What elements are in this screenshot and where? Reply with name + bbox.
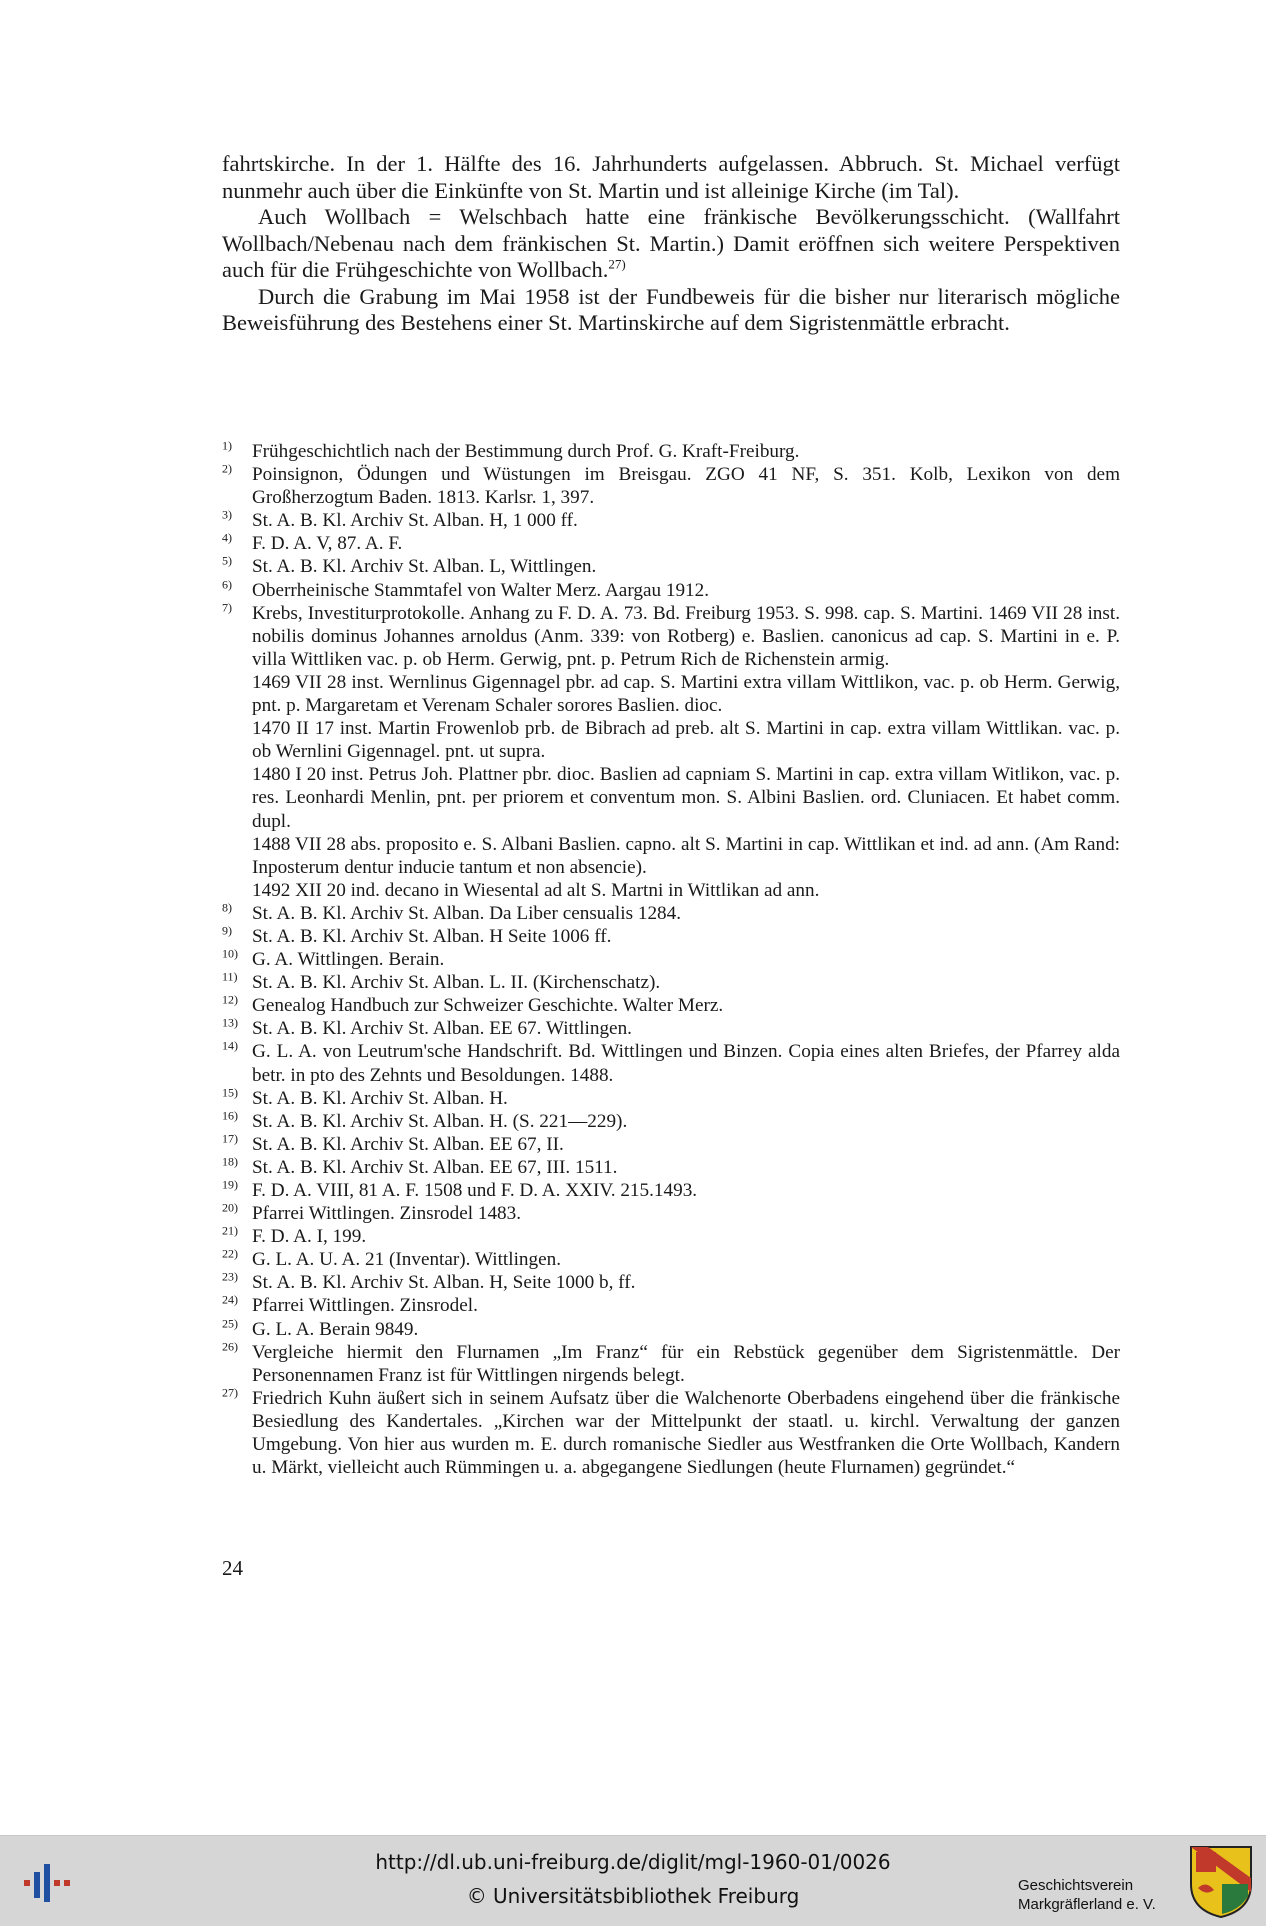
footnote <box>222 509 1120 532</box>
footnote-text: 1470 II 17 inst. Martin Frowenlob prb. de Bibrach ad preb. alt S. Martini in cap. extra villam Wittlikan. vac. p. ob Wernlini Gigennagel. pnt. ut supra. <box>252 718 1120 763</box>
footnote-text: F. D. A. V, 87. A. F. <box>252 533 403 555</box>
footnote-text: F. D. A. I, 199. <box>252 1226 367 1248</box>
paragraph-2 <box>222 204 1120 284</box>
footnote <box>222 763 1120 832</box>
footnote-text: Vergleiche hiermit den Flurnamen „Im Franz“ für ein Rebstück gegenüber dem Sigristenmättle. Der Personennamen Franz ist für Wittlingen nirgends belegt. <box>252 1341 1120 1386</box>
footnote <box>222 833 1120 879</box>
footnote-number-sup: 2) <box>222 461 232 476</box>
footnote <box>222 925 1120 948</box>
footnote-number-sup: 5) <box>222 554 232 569</box>
footnote-number <box>222 509 252 532</box>
footnote <box>222 1087 1120 1110</box>
footnote-number-sup: 9) <box>222 923 232 938</box>
footnote-text: St. A. B. Kl. Archiv St. Alban. Da Liber censualis 1284. <box>252 902 682 924</box>
footnote-number-sup: 17) <box>222 1131 238 1146</box>
footnote <box>222 994 1120 1017</box>
footnote-text: Poinsignon, Ödungen und Wüstungen im Breisgau. ZGO 41 NF, S. 351. Kolb, Lexikon von dem Großherzogtum Baden. 1813. Karlsr. 1, 397. <box>252 464 1120 509</box>
paragraph-3: Durch die Grabung im Mai 1958 ist der Fundbeweis für die bisher nur literarisch mögliche Beweisführung des Bestehens einer St. Martinskirche auf dem Sigristenmättle erbracht. <box>222 283 1120 335</box>
footnote <box>222 1133 1120 1156</box>
footnote <box>222 555 1120 578</box>
footnote <box>222 602 1120 671</box>
footnote-number <box>222 994 252 1017</box>
footnote <box>222 1179 1120 1202</box>
footnote-number <box>222 463 252 486</box>
footnote-number <box>222 1156 252 1179</box>
footnote-text: Genealog Handbuch zur Schweizer Geschichte. Walter Merz. <box>252 995 724 1017</box>
footnote-number <box>222 1225 252 1248</box>
footnote-text: 1492 XII 20 ind. decano in Wiesental ad alt S. Martni in Wittlikan ad ann. <box>252 879 820 901</box>
footer-url-link[interactable]: http://dl.ub.uni-freiburg.de/diglit/mgl-1960-01/0026 <box>375 1850 891 1874</box>
footnote <box>222 1294 1120 1317</box>
footnote-text: G. A. Wittlingen. Berain. <box>252 949 445 971</box>
footnote <box>222 1271 1120 1294</box>
footnote-text: St. A. B. Kl. Archiv St. Alban. L, Wittlingen. <box>252 556 597 578</box>
footnote <box>222 879 1120 902</box>
footnote <box>222 1110 1120 1133</box>
footnote-text: St. A. B. Kl. Archiv St. Alban. EE 67, III. 1511. <box>252 1156 618 1178</box>
footnote-number <box>222 1202 252 1225</box>
footnote-text: St. A. B. Kl. Archiv St. Alban. L. II. (Kirchenschatz). <box>252 972 661 994</box>
footnote-number <box>222 1387 252 1410</box>
paragraph-2-text: Auch Wollbach = Welschbach hatte eine fränkische Bevölkerungsschicht. (Wallfahrt Wollbach/Nebenau nach dem fränkischen St. Martin.) Damit eröffnen sich weitere Perspektiven auch für die Frühgeschichte von Wollbach. <box>222 204 1120 282</box>
footnote-number-sup: 16) <box>222 1108 238 1123</box>
footnote-text: Friedrich Kuhn äußert sich in seinem Aufsatz über die Walchenorte Oberbadens eingehend über die fränkische Besiedlung des Kandertales. „Kirchen war der Mittelpunkt der staatl. u. kirchl. Verwaltung der ganzen Umgebung. Von hier aus wurden m. E. durch romanische Siedler aus Westfranken die Orte Wollbach, Kandern u. Märkt, vielleicht auch Rümmingen u. a. abgegangene Siedlungen (heute Flurnamen) gegründet.“ <box>252 1387 1120 1479</box>
footnote-number-sup: 1) <box>222 438 232 453</box>
footnote-number-sup: 27) <box>222 1385 238 1400</box>
footnote-number <box>222 902 252 925</box>
footnote-number-sup: 10) <box>222 946 238 961</box>
footnote-number <box>222 1271 252 1294</box>
footnote-number <box>222 1017 252 1040</box>
footnote-number-sup: 12) <box>222 992 238 1007</box>
footnote-number-sup: 4) <box>222 530 232 545</box>
footnote-text: St. A. B. Kl. Archiv St. Alban. H. <box>252 1087 508 1109</box>
footnote-text: Krebs, Investiturprotokolle. Anhang zu F. D. A. 73. Bd. Freiburg 1953. S. 998. cap. S. Martini. 1469 VII 28 inst. nobilis dominus Johannes arnoldus (Anm. 339: von Rotberg) e. Baslien. canonicus ad cap. S. Martini in e. P. villa Wittliken vac. p. ob Herm. Gerwig, pnt. p. Petrum Rich de Richenstein armig. <box>252 602 1120 670</box>
footnote-number <box>222 925 252 948</box>
footnote-text: St. A. B. Kl. Archiv St. Alban. H Seite 1006 ff. <box>252 925 612 947</box>
footnote-number-sup: 20) <box>222 1200 238 1215</box>
footnote-text: St. A. B. Kl. Archiv St. Alban. H. (S. 221—229). <box>252 1110 628 1132</box>
footnote-number-sup: 25) <box>222 1316 238 1331</box>
footnote <box>222 1017 1120 1040</box>
footnote <box>222 1341 1120 1387</box>
footer-copyright: © Universitätsbibliothek Freiburg <box>466 1884 800 1908</box>
footnote-number-sup: 19) <box>222 1177 238 1192</box>
footnote-number-sup: 13) <box>222 1015 238 1030</box>
footnote-text: F. D. A. VIII, 81 A. F. 1508 und F. D. A. XXIV. 215.1493. <box>252 1180 698 1201</box>
coat-of-arms-icon <box>1188 1844 1254 1920</box>
footnote-number-sup: 7) <box>222 600 232 615</box>
footnote-number <box>222 1248 252 1271</box>
footnote-number <box>222 602 252 625</box>
footnote-number-sup: 23) <box>222 1269 238 1284</box>
footnote-number-sup: 14) <box>222 1039 238 1054</box>
footnote-number-sup: 24) <box>222 1293 238 1308</box>
footnote <box>222 1225 1120 1248</box>
footnote-text: St. A. B. Kl. Archiv St. Alban. H, 1 000 ff. <box>252 510 578 532</box>
footnote-ref-27: 27) <box>608 256 626 272</box>
footnote <box>222 1040 1120 1086</box>
footnote-number <box>222 555 252 578</box>
footnote-number <box>222 440 252 463</box>
footnote-number <box>222 1133 252 1156</box>
footnote-text: G. L. A. von Leutrum'sche Handschrift. Bd. Wittlingen und Binzen. Copia eines alten Briefes, der Pfarrey alda betr. in pto des Zehnts und Besoldungen. 1488. <box>252 1041 1120 1086</box>
footnote-number <box>222 1179 252 1202</box>
footnote <box>222 1202 1120 1225</box>
footnote-number-sup: 15) <box>222 1085 238 1100</box>
footnote-text: Frühgeschichtlich nach der Bestimmung durch Prof. G. Kraft-Freiburg. <box>252 441 800 462</box>
footnote-number <box>222 1110 252 1133</box>
footnote-number-sup: 3) <box>222 507 232 522</box>
society-line-1: Geschichtsverein <box>1018 1877 1134 1894</box>
footnote-number <box>222 1087 252 1110</box>
footnote-number-sup: 22) <box>222 1246 238 1261</box>
footnote-text: St. A. B. Kl. Archiv St. Alban. H, Seite 1000 b, ff. <box>252 1272 636 1294</box>
footnote-number <box>222 1341 252 1364</box>
footnote-number <box>222 532 252 555</box>
footnote <box>222 971 1120 994</box>
footnote <box>222 671 1120 717</box>
footnote-text: Pfarrei Wittlingen. Zinsrodel 1483. <box>252 1203 522 1225</box>
footnote <box>222 948 1120 971</box>
footnote-text: St. A. B. Kl. Archiv St. Alban. EE 67. Wittlingen. <box>252 1018 632 1040</box>
footnote-text: 1488 VII 28 abs. proposito e. S. Albani Baslien. capno. alt S. Martini in cap. Wittlikan et ind. ad ann. (Am Rand: Inposterum dentur inducie tantum et non absencie). <box>252 833 1120 878</box>
footnote-number-sup: 21) <box>222 1223 238 1238</box>
footnote-text: Oberrheinische Stammtafel von Walter Merz. Aargau 1912. <box>252 579 710 601</box>
footnote <box>222 579 1120 602</box>
footnote <box>222 1156 1120 1179</box>
footnote <box>222 1318 1120 1341</box>
footnote-number <box>222 579 252 602</box>
footnotes <box>222 440 1120 1479</box>
footnote-text: G. L. A. Berain 9849. <box>252 1318 419 1340</box>
footnote <box>222 463 1120 509</box>
footnote <box>222 1387 1120 1479</box>
footnote-text: St. A. B. Kl. Archiv St. Alban. EE 67, II. <box>252 1133 564 1155</box>
footnote-number-sup: 8) <box>222 900 232 915</box>
footnote-number-sup: 11) <box>222 969 238 984</box>
footnote-number <box>222 971 252 994</box>
footnote <box>222 1248 1120 1271</box>
footnote <box>222 440 1120 463</box>
society-line-2: Markgräflerland e. V. <box>1018 1896 1156 1913</box>
footnote <box>222 717 1120 763</box>
footnote-text: 1469 VII 28 inst. Wernlinus Gigennagel pbr. ad cap. S. Martini extra villam Wittlikon, vac. p. ob Herm. Gerwig, pnt. p. Margaretam et Verenam Schaler sorores Baslien. dioc. <box>252 671 1120 717</box>
footnote <box>222 532 1120 555</box>
footnote-number-sup: 6) <box>222 577 232 592</box>
footnote-number-sup: 18) <box>222 1154 238 1169</box>
footnote-text: 1480 I 20 inst. Petrus Joh. Plattner pbr. dioc. Baslien ad capniam S. Martini in cap. extra villam Witlikon, vac. p. res. Leonhardi Menlin, pnt. per priorem et conventum mon. S. Albini Baslien. ord. Cluniacen. Et habet comm. dupl. <box>252 764 1120 832</box>
footnote-number <box>222 1294 252 1317</box>
footnote-number <box>222 1040 252 1063</box>
body-text <box>222 151 1120 337</box>
footnote-text: Pfarrei Wittlingen. Zinsrodel. <box>252 1295 478 1317</box>
paragraph-1: fahrtskirche. In der 1. Hälfte des 16. Jahrhunderts aufgelassen. Abbruch. St. Michael verfügt nunmehr auch über die Einkünfte von St. Martin und ist alleinige Kirche (im Tal). <box>222 151 1120 203</box>
footer-bar <box>0 1835 1266 1926</box>
page-number: 24 <box>222 1556 243 1580</box>
footnote-number <box>222 948 252 971</box>
footnote-text: G. L. A. U. A. 21 (Inventar). Wittlingen. <box>252 1249 562 1271</box>
footnote <box>222 902 1120 925</box>
footnote-number-sup: 26) <box>222 1339 238 1354</box>
society-name <box>1018 1876 1188 1914</box>
footnote-number <box>222 1318 252 1341</box>
